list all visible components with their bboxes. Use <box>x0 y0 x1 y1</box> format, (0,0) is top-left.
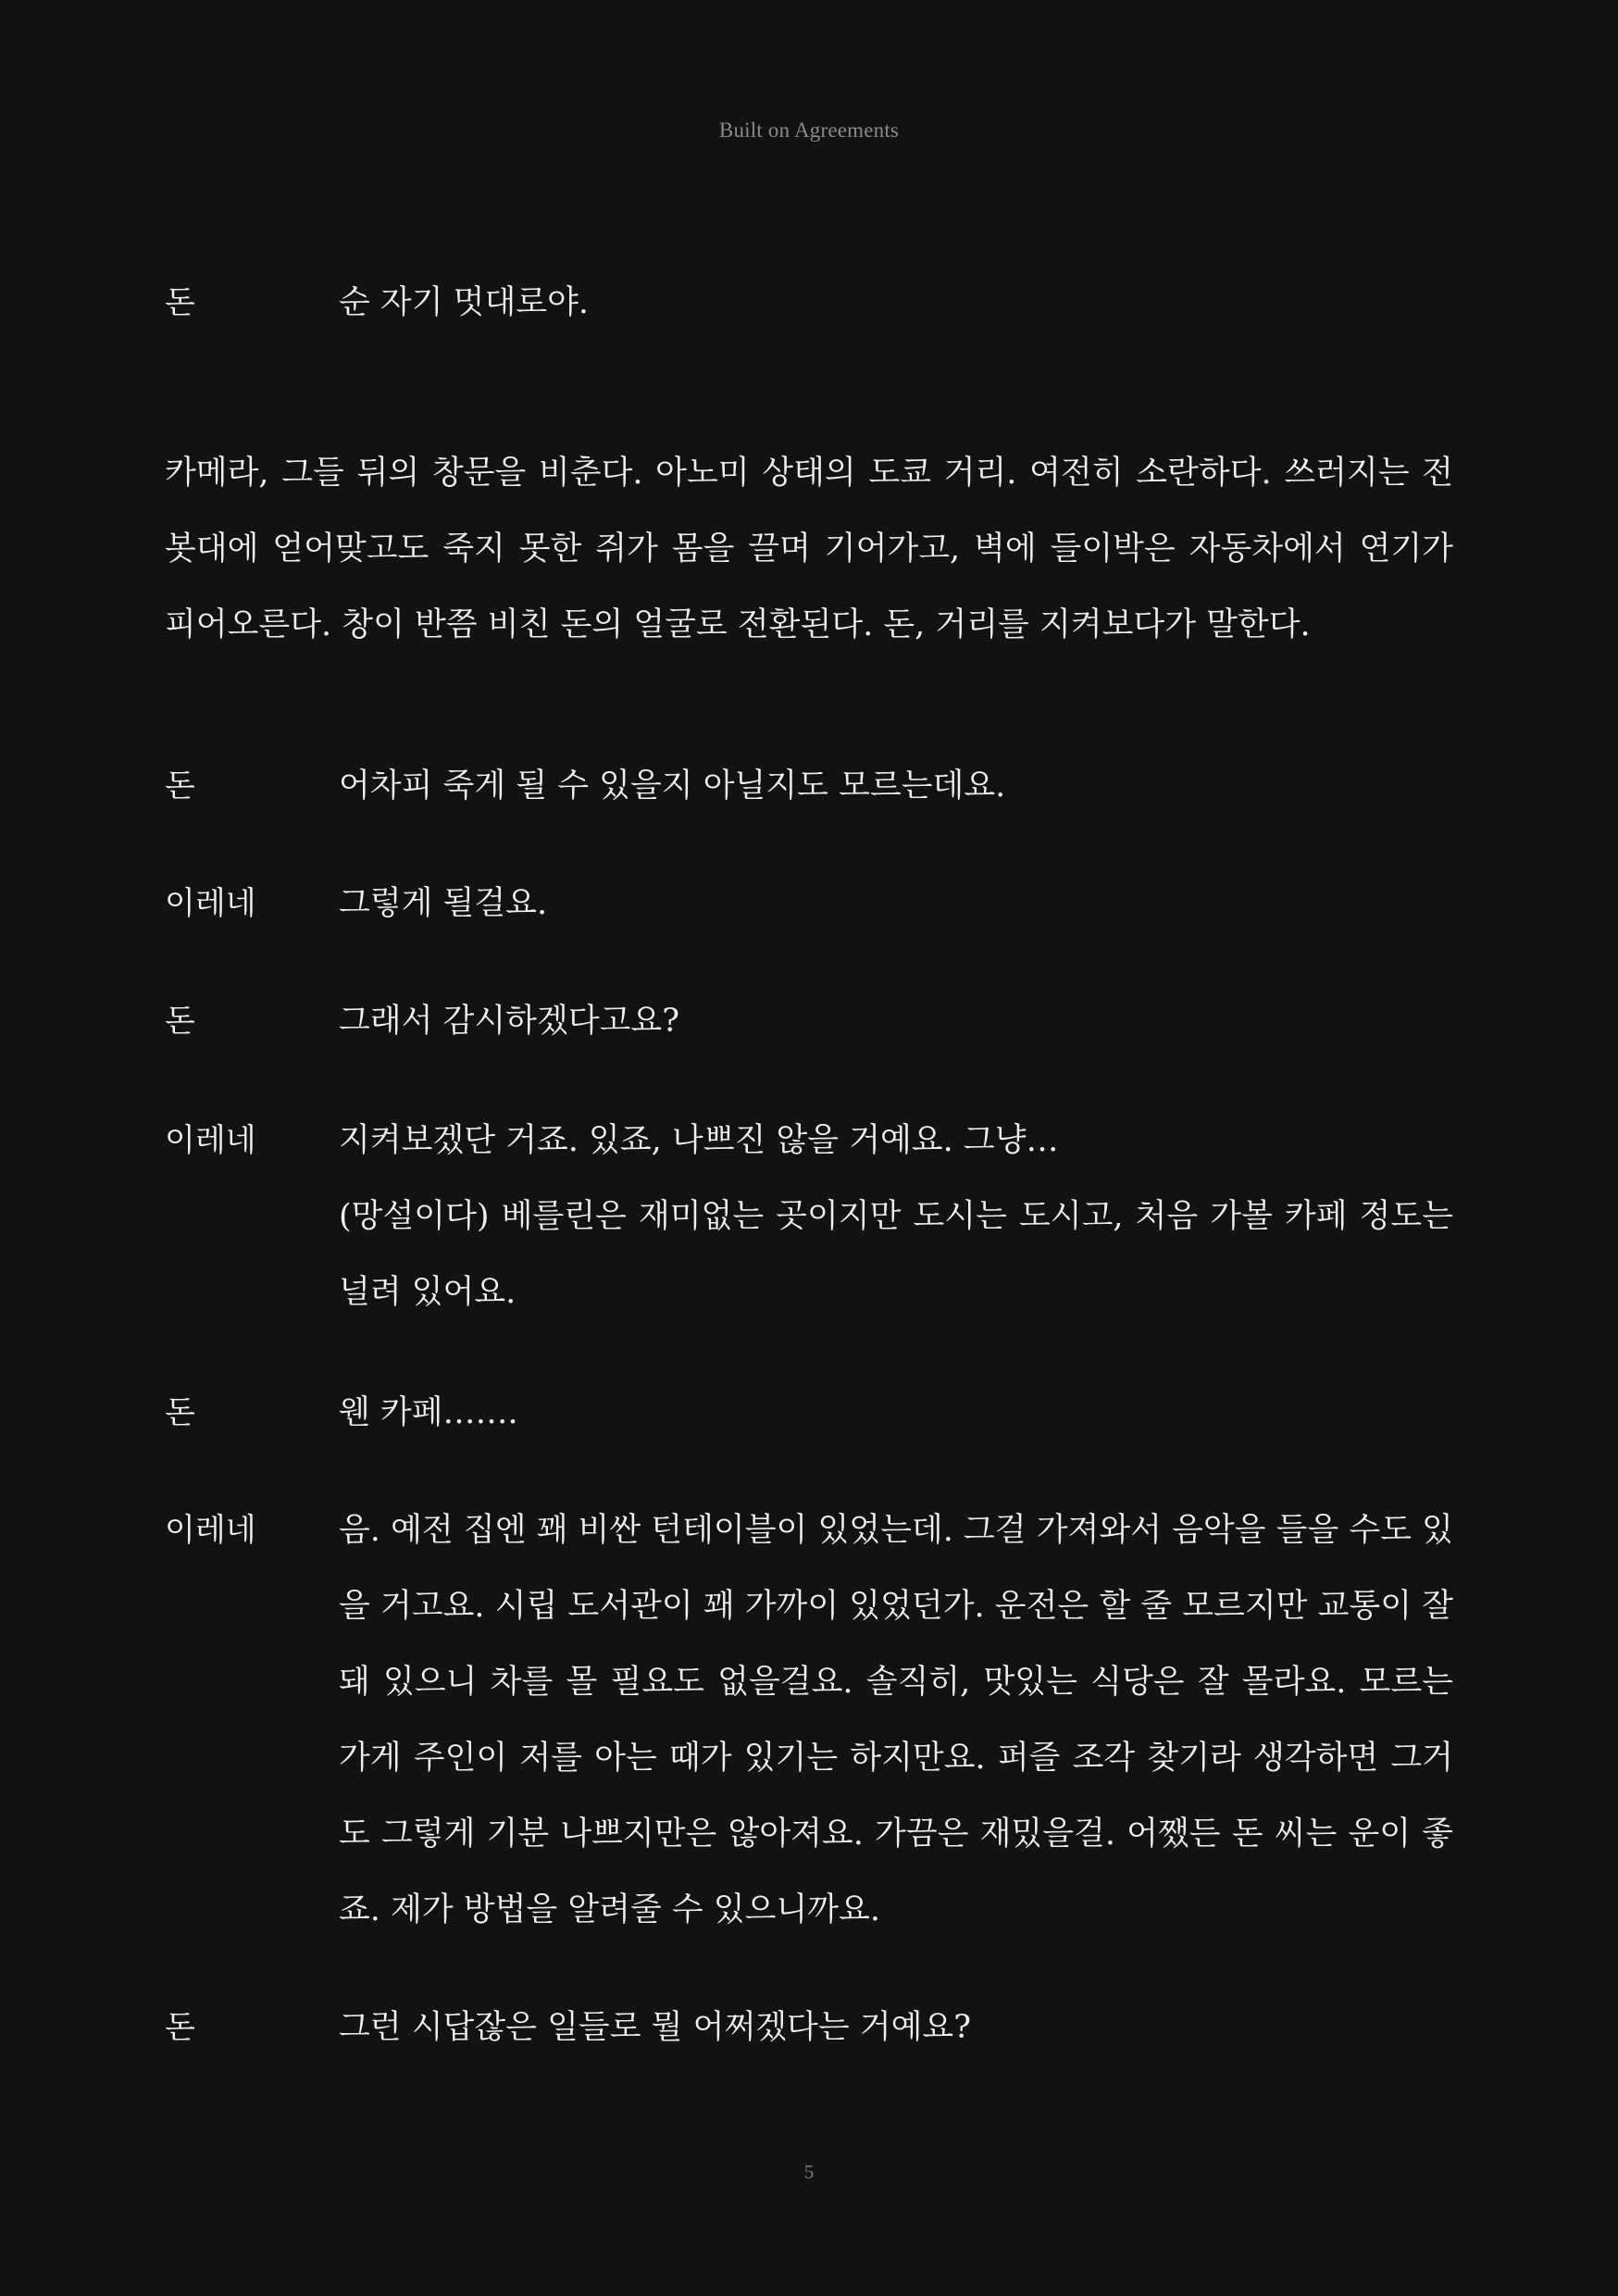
dialogue-line <box>339 983 1453 1059</box>
dialogue-text: 그래서 감시하겠다고요? <box>339 1003 679 1040</box>
dialogue-text: 어차피 죽게 될 수 있을지 아닐지도 모르는데요. <box>339 767 1006 805</box>
speaker-name: 돈 <box>165 767 195 805</box>
dialogue-text: 순 자기 멋대로야. <box>339 284 590 321</box>
dialogue-line <box>339 748 1453 824</box>
action-paragraph: 카메라, 그들 뒤의 창문을 비춘다. 아노미 상태의 도쿄 거리. 여전히 소란하다. 쓰러지는 전봇대에 얻어맞고도 죽지 못한 쥐가 몸을 끌며 기어가고, 벽에 들이박은 자동차에서 연기가 피어오른다. 창이 반쯤 비친 돈의 얼굴로 전환된다. 돈, 거리를 지켜보다가 말한다. <box>165 455 1453 643</box>
speaker-name: 이레네 <box>165 885 256 922</box>
speaker-name: 돈 <box>165 1394 195 1431</box>
speaker-name: 돈 <box>165 1003 195 1040</box>
dialogue-line <box>339 1492 1453 1948</box>
speaker-name: 돈 <box>165 2009 195 2046</box>
dialogue-line <box>339 1103 1453 1330</box>
page-number: 5 <box>803 2161 815 2183</box>
dialogue-text: 지켜보겠단 거죠. 있죠, 나쁘진 않을 거예요. 그냥… <box>339 1122 1059 1159</box>
dialogue-line <box>339 866 1453 942</box>
dialogue-line <box>339 265 1453 341</box>
dialogue-text: 그런 시답잖은 일들로 뭘 어쩌겠다는 거예요? <box>339 2009 971 2046</box>
dialogue-text: 음. 예전 집엔 꽤 비싼 턴테이블이 있었는데. 그걸 가져와서 음악을 들을 수도 있을 거고요. 시립 도서관이 꽤 가까이 있었던가. 운전은 할 줄 모르지만 교통이 잘 돼 있으니 차를 몰 필요도 없을걸요. 솔직히, 맛있는 식당은 잘 몰라요. 모르는 가게 주인이 저를 아는 때가 있기는 하지만요. 퍼즐 조각 찾기라 생각하면 그거도 그렇게 기분 나쁘지만은 않아져요. 가끔은 재밌을걸. 어쨌든 돈 씨는 운이 좋죠. 제가 방법을 알려줄 수 있으니까요. <box>339 1512 1453 1928</box>
dialogue-line <box>339 1375 1453 1451</box>
dialogue-line <box>339 1990 1453 2065</box>
speaker-name: 돈 <box>165 284 195 321</box>
speaker-name: 이레네 <box>165 1122 256 1159</box>
running-header: Built on Agreements <box>718 119 900 142</box>
dialogue-text: 그렇게 될걸요. <box>339 885 548 922</box>
speaker-name: 이레네 <box>165 1512 256 1549</box>
dialogue-text-continued: (망설이다) 베를린은 재미없는 곳이지만 도시는 도시고, 처음 가볼 카페 정도는 널려 있어요. <box>339 1198 1453 1311</box>
dialogue-text: 웬 카페……. <box>339 1394 518 1431</box>
